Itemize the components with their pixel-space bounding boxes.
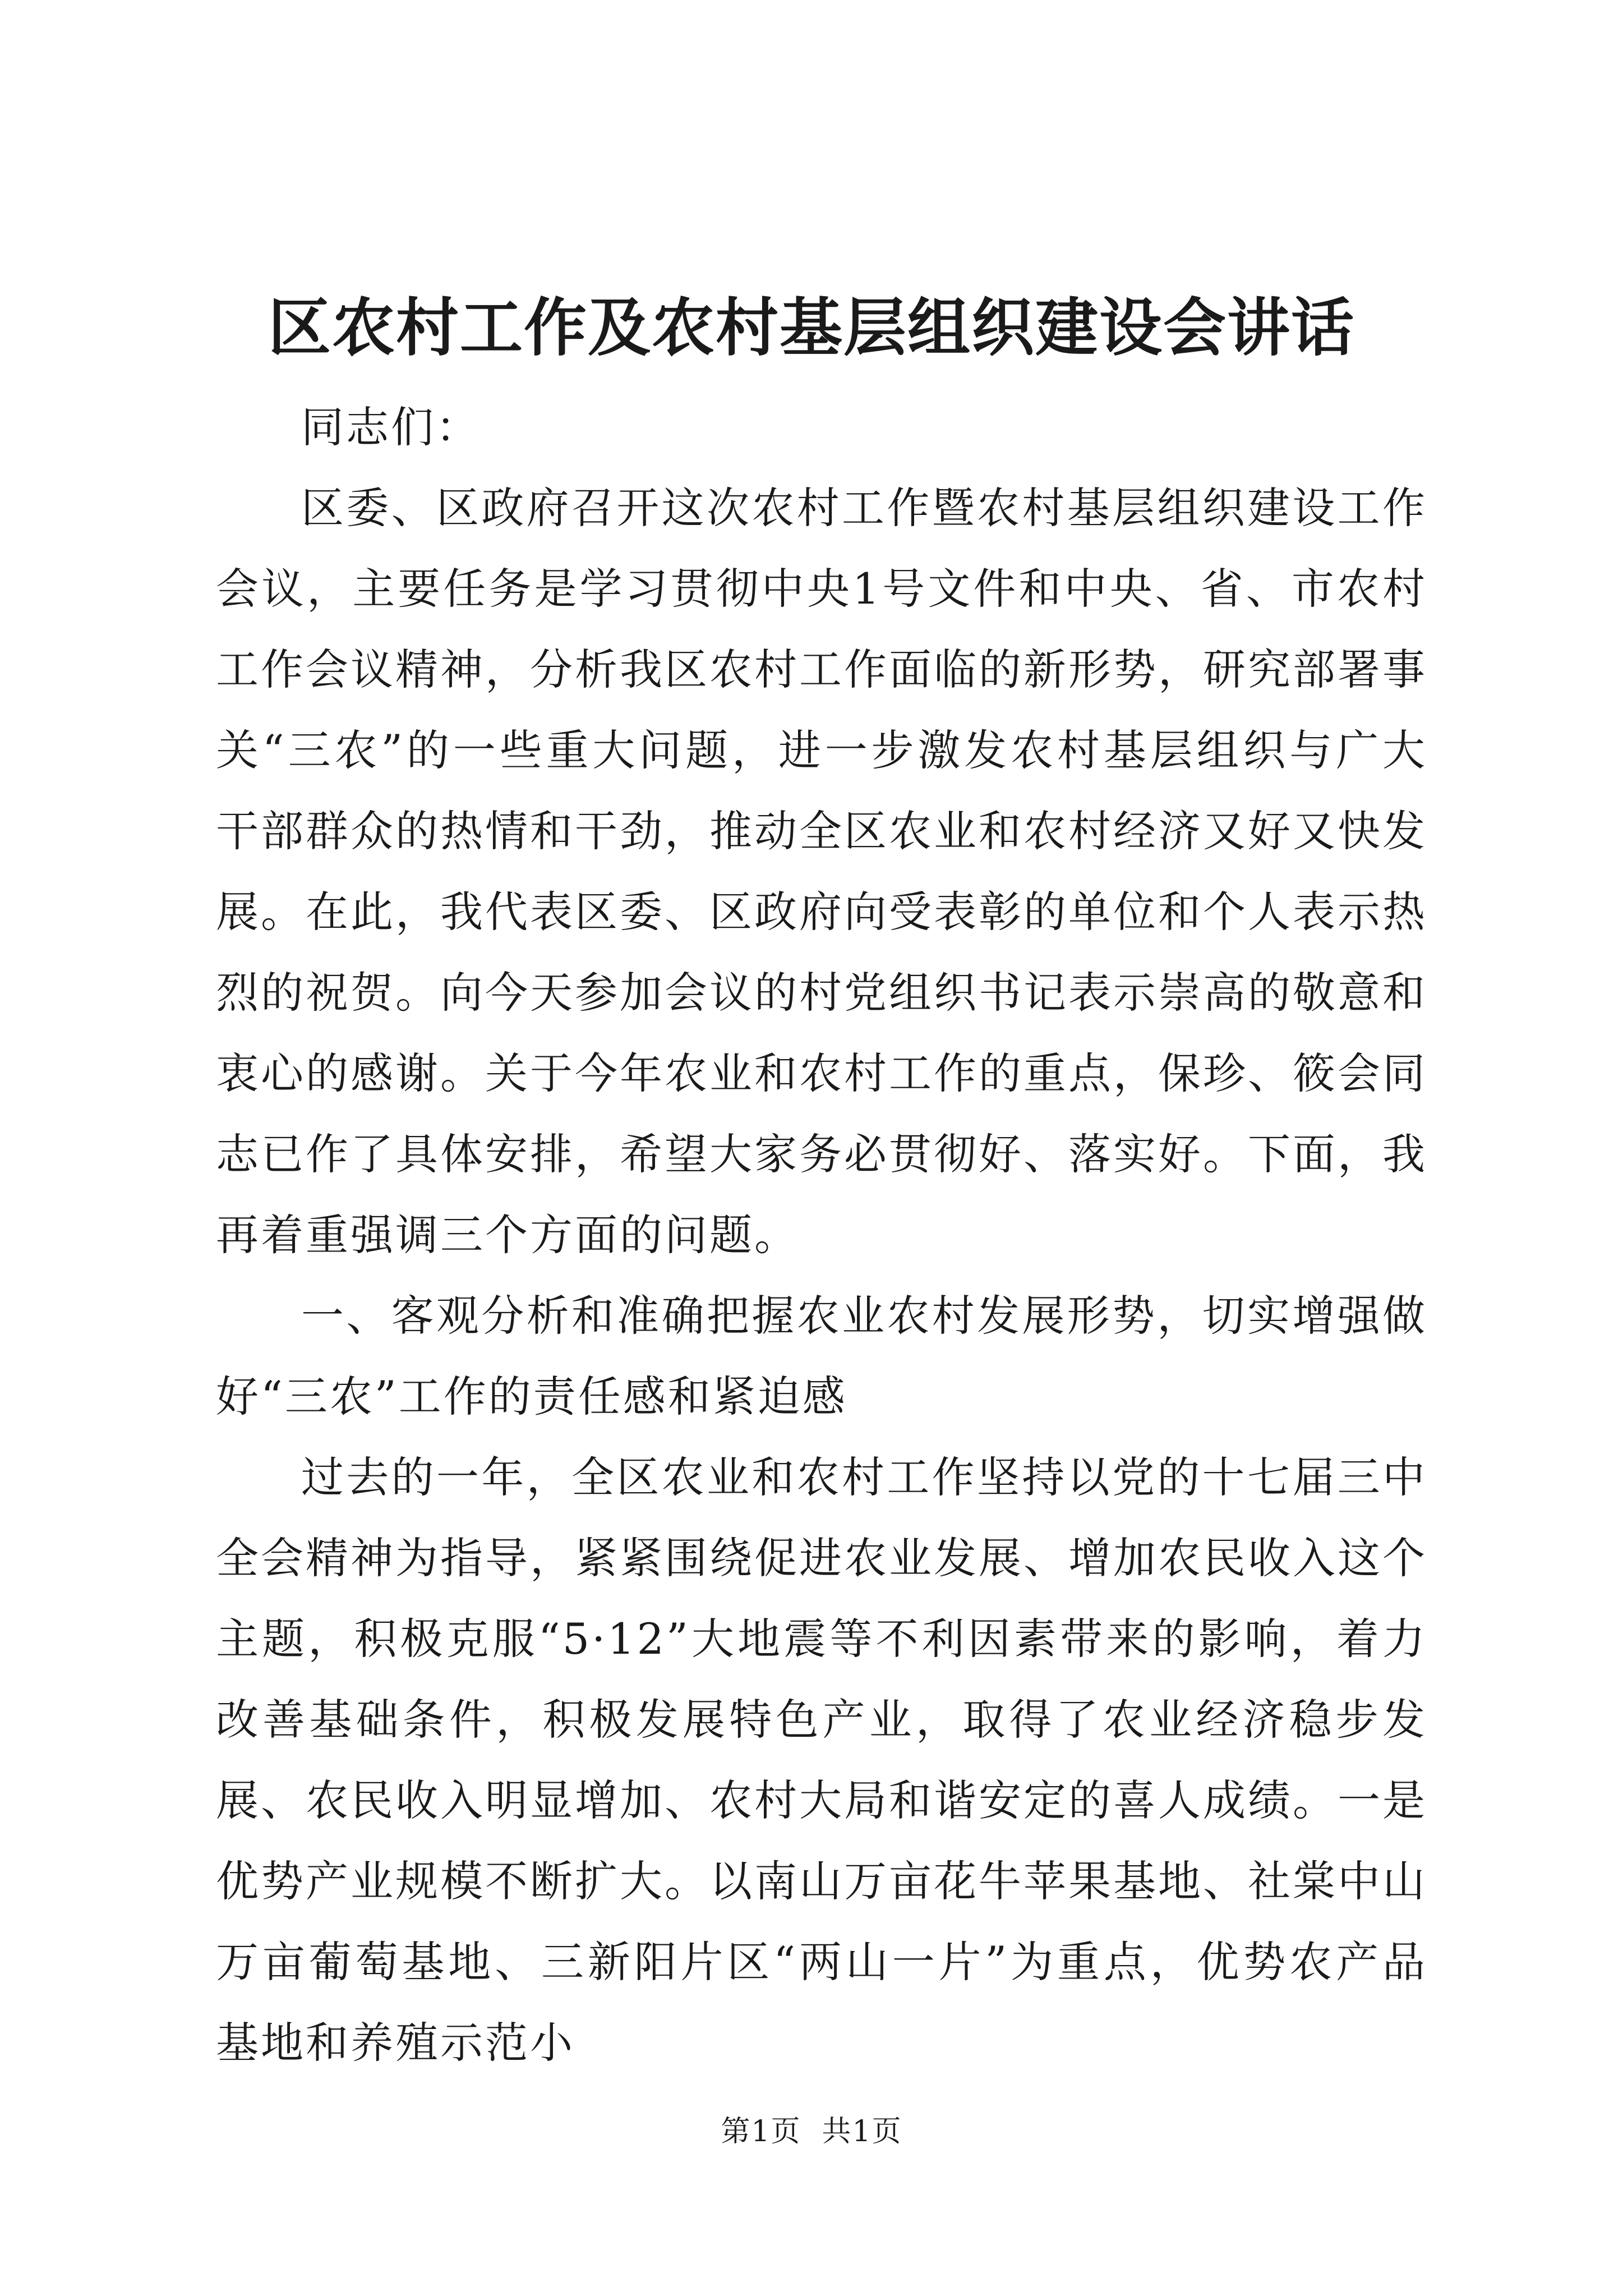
section-heading-1: 一、客观分析和准确把握农业农村发展形势，切实增强做好“三农”工作的责任感和紧迫感 [216,1291,1427,1421]
page-number: 第1页 共1页 [721,2115,902,2148]
document-body [216,387,1427,2083]
page-footer [0,2112,1623,2151]
salutation: 同志们： [301,402,481,452]
paragraph-review: 过去的一年，全区农业和农村工作坚持以党的十七届三中全会精神为指导，紧紧围绕促进农业发展、增加农民收入这个主题，积极克服“5·12”大地震等不利因素带来的影响，着力改善基础条件，积极发展特色产业，取得了农业经济稳步发展、农民收入明显增加、农村大局和谐安定的喜人成绩。一是优势产业规模不断扩大。以南山万亩花牛苹果基地、社棠中山万亩葡萄基地、三新阳片区“两山一片”为重点，优势农产品基地和养殖示范小 [216,1452,1427,2068]
paragraph-intro: 区委、区政府召开这次农村工作暨农村基层组织建设工作会议，主要任务是学习贯彻中央1号文件和中央、省、市农村工作会议精神，分析我区农村工作面临的新形势，研究部署事关“三农”的一些重大问题，进一步激发农村基层组织与广大干部群众的热情和干劲，推动全区农业和农村经济又好又快发展。在此，我代表区委、区政府向受表彰的单位和个人表示热烈的祝贺。向今天参加会议的村党组织书记表示崇高的敬意和衷心的感谢。关于今年农业和农村工作的重点，保珍、筱会同志已作了具体安排，希望大家务必贯彻好、落实好。下面，我再着重强调三个方面的问题。 [216,483,1427,1260]
document-title: 区农村工作及农村基层组织建设会讲话 [268,291,1355,365]
